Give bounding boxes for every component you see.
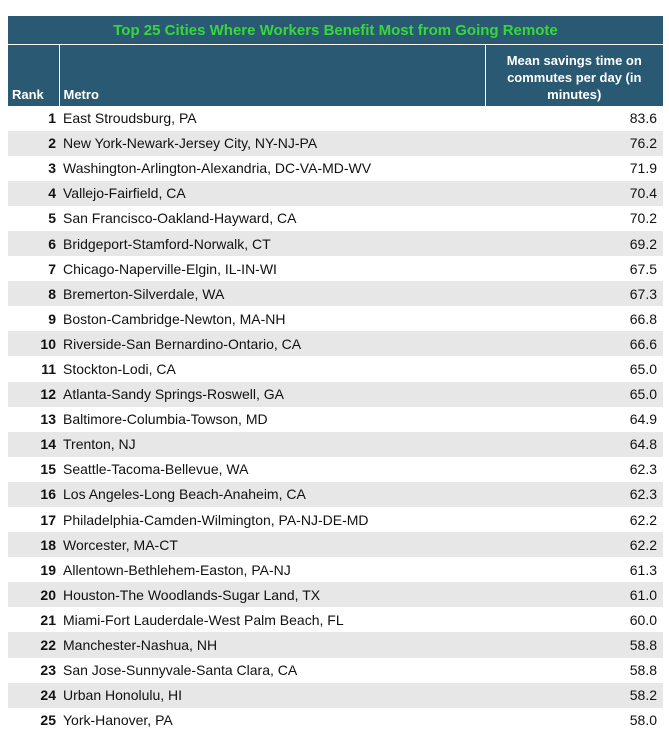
rank-cell: 1 bbox=[48, 110, 56, 127]
table-row bbox=[8, 156, 663, 181]
savings-cell: 58.0 bbox=[629, 712, 657, 729]
savings-cell: 76.2 bbox=[485, 131, 663, 156]
savings-cell: 64.8 bbox=[485, 432, 663, 457]
table-row bbox=[8, 632, 663, 657]
rank-cell: 6 bbox=[8, 231, 59, 256]
table-title: Top 25 Cities Where Workers Benefit Most from Going Remote bbox=[8, 16, 663, 45]
rank-cell: 19 bbox=[40, 561, 56, 578]
savings-cell: 70.2 bbox=[629, 210, 657, 227]
rank-cell: 24 bbox=[8, 683, 59, 708]
rank-cell: 13 bbox=[40, 411, 56, 428]
savings-cell: 60.0 bbox=[629, 611, 657, 628]
metro-cell: East Stroudsburg, PA bbox=[63, 110, 197, 127]
table-row bbox=[8, 231, 663, 256]
rank-cell: 7 bbox=[48, 260, 56, 277]
header-row bbox=[8, 45, 663, 106]
ranking-table-container bbox=[8, 16, 663, 733]
metro-cell: Vallejo-Fairfield, CA bbox=[59, 181, 485, 206]
savings-cell: 69.2 bbox=[485, 231, 663, 256]
title-row bbox=[8, 16, 663, 45]
rank-cell: 4 bbox=[8, 181, 59, 206]
rank-cell: 16 bbox=[8, 482, 59, 507]
metro-cell: Boston-Cambridge-Newton, MA-NH bbox=[63, 310, 286, 327]
rank-cell: 14 bbox=[8, 432, 59, 457]
table-row bbox=[8, 131, 663, 156]
table-row bbox=[8, 306, 663, 331]
savings-cell: 71.9 bbox=[629, 160, 657, 177]
metro-cell: Miami-Fort Lauderdale-West Palm Beach, FL bbox=[63, 611, 344, 628]
rank-cell: 12 bbox=[8, 382, 59, 407]
table-row bbox=[8, 683, 663, 708]
metro-cell: Houston-The Woodlands-Sugar Land, TX bbox=[59, 582, 485, 607]
rank-cell: 17 bbox=[40, 511, 56, 528]
metro-cell: Baltimore-Columbia-Towson, MD bbox=[63, 411, 268, 428]
rank-cell: 20 bbox=[8, 582, 59, 607]
metro-cell: Allentown-Bethlehem-Easton, PA-NJ bbox=[63, 561, 291, 578]
table-row bbox=[8, 532, 663, 557]
savings-cell: 66.6 bbox=[485, 331, 663, 356]
metro-cell: Atlanta-Sandy Springs-Roswell, GA bbox=[59, 382, 485, 407]
metro-cell: Urban Honolulu, HI bbox=[59, 683, 485, 708]
table-row bbox=[8, 708, 663, 733]
metro-cell: Seattle-Tacoma-Bellevue, WA bbox=[63, 461, 249, 478]
table-row bbox=[8, 432, 663, 457]
rank-cell: 3 bbox=[48, 160, 56, 177]
savings-cell: 64.9 bbox=[629, 411, 657, 428]
metro-cell: Los Angeles-Long Beach-Anaheim, CA bbox=[59, 482, 485, 507]
savings-cell: 61.3 bbox=[629, 561, 657, 578]
rank-cell: 25 bbox=[40, 712, 56, 729]
table-row bbox=[8, 106, 663, 131]
metro-cell: Manchester-Nashua, NH bbox=[59, 632, 485, 657]
metro-cell: Stockton-Lodi, CA bbox=[63, 360, 176, 377]
rank-cell: 15 bbox=[40, 461, 56, 478]
table-row bbox=[8, 607, 663, 632]
savings-cell: 62.2 bbox=[629, 511, 657, 528]
table-row bbox=[8, 331, 663, 356]
metro-cell: Chicago-Naperville-Elgin, IL-IN-WI bbox=[63, 260, 277, 277]
table-row bbox=[8, 181, 663, 206]
table-row bbox=[8, 557, 663, 582]
savings-cell: 67.5 bbox=[629, 260, 657, 277]
rank-cell: 8 bbox=[8, 281, 59, 306]
savings-cell: 58.8 bbox=[485, 632, 663, 657]
table-row bbox=[8, 658, 663, 683]
rank-cell: 10 bbox=[8, 331, 59, 356]
metro-cell: Bremerton-Silverdale, WA bbox=[59, 281, 485, 306]
table-row bbox=[8, 281, 663, 306]
savings-cell: 70.4 bbox=[485, 181, 663, 206]
table-row bbox=[8, 457, 663, 482]
metro-cell: San Jose-Sunnyvale-Santa Clara, CA bbox=[63, 662, 298, 679]
metro-cell: York-Hanover, PA bbox=[63, 712, 173, 729]
rank-cell: 18 bbox=[8, 532, 59, 557]
savings-cell: 58.8 bbox=[629, 662, 657, 679]
table-row bbox=[8, 507, 663, 532]
savings-header: Mean savings time on commutes per day (in minutes) bbox=[485, 45, 663, 106]
rank-cell: 5 bbox=[48, 210, 56, 227]
savings-cell: 58.2 bbox=[485, 683, 663, 708]
savings-cell: 62.2 bbox=[485, 532, 663, 557]
table-row bbox=[8, 256, 663, 281]
metro-cell: New York-Newark-Jersey City, NY-NJ-PA bbox=[59, 131, 485, 156]
metro-cell: Philadelphia-Camden-Wilmington, PA-NJ-DE-MD bbox=[63, 511, 369, 528]
savings-cell: 62.3 bbox=[629, 461, 657, 478]
metro-cell: Worcester, MA-CT bbox=[59, 532, 485, 557]
metro-cell: Riverside-San Bernardino-Ontario, CA bbox=[59, 331, 485, 356]
savings-cell: 67.3 bbox=[485, 281, 663, 306]
table-row bbox=[8, 356, 663, 381]
rank-cell: 21 bbox=[40, 611, 56, 628]
rank-cell: 9 bbox=[48, 310, 56, 327]
savings-cell: 65.0 bbox=[629, 360, 657, 377]
metro-cell: Washington-Arlington-Alexandria, DC-VA-MD-WV bbox=[63, 160, 372, 177]
rank-header: Rank bbox=[8, 45, 59, 106]
rank-cell: 2 bbox=[8, 131, 59, 156]
savings-cell: 66.8 bbox=[629, 310, 657, 327]
savings-cell: 61.0 bbox=[485, 582, 663, 607]
rank-cell: 11 bbox=[41, 360, 56, 377]
metro-header: Metro bbox=[59, 45, 485, 106]
table-row bbox=[8, 582, 663, 607]
metro-cell: Trenton, NJ bbox=[59, 432, 485, 457]
metro-cell: San Francisco-Oakland-Hayward, CA bbox=[63, 210, 297, 227]
table-row bbox=[8, 382, 663, 407]
table-row bbox=[8, 482, 663, 507]
savings-cell: 62.3 bbox=[485, 482, 663, 507]
savings-cell: 65.0 bbox=[485, 382, 663, 407]
ranking-table bbox=[8, 16, 663, 733]
savings-cell: 83.6 bbox=[629, 110, 657, 127]
table-row bbox=[8, 407, 663, 432]
table-body bbox=[8, 106, 663, 733]
rank-cell: 23 bbox=[40, 662, 56, 679]
metro-cell: Bridgeport-Stamford-Norwalk, CT bbox=[59, 231, 485, 256]
rank-cell: 22 bbox=[8, 632, 59, 657]
table-row bbox=[8, 206, 663, 231]
